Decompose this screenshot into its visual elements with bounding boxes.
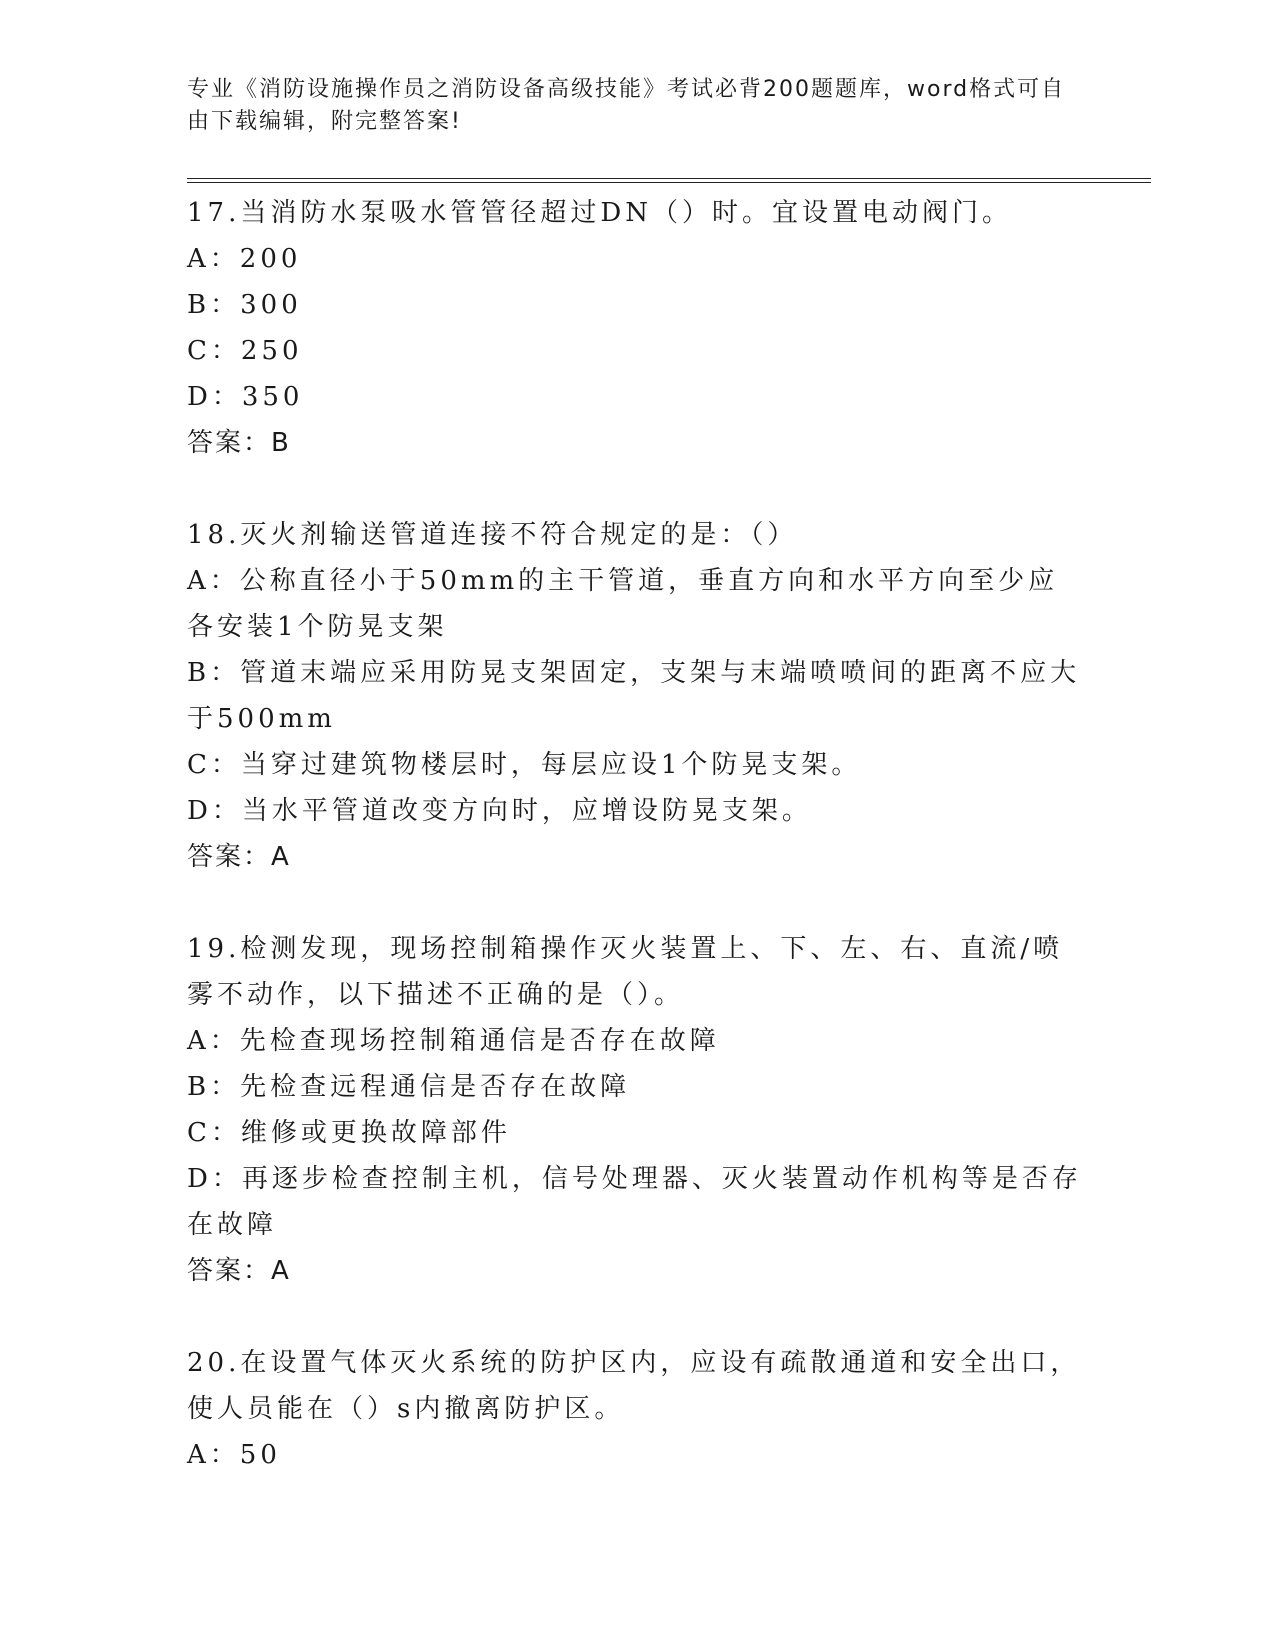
question-list [187, 190, 1087, 1524]
option-c: C：当穿过建筑物楼层时，每层应设1个防晃支架。 [187, 750, 862, 780]
header-divider-top [187, 178, 1151, 179]
option-c: C：250 [187, 336, 303, 366]
question-stem: 20.在设置气体灭火系统的防护区内，应设有疏散通道和安全出口，使人员能在（）s内撤离防护区。 [187, 1348, 1081, 1424]
option-d: D：350 [187, 382, 304, 412]
question-17 [187, 190, 1087, 466]
option-a: A：先检查现场控制箱通信是否存在故障 [187, 1026, 720, 1056]
option-a: A：50 [187, 1440, 281, 1470]
option-c: C：维修或更换故障部件 [187, 1118, 511, 1148]
question-stem: 17.当消防水泵吸水管管径超过DN（）时。宜设置电动阀门。 [187, 198, 1012, 228]
question-18 [187, 512, 1087, 880]
option-b: B：300 [187, 290, 302, 320]
answer-label: 答案：A [187, 1256, 291, 1286]
answer-label: 答案：A [187, 842, 291, 872]
option-d: D：再逐步检查控制主机，信号处理器、灭火装置动作机构等是否存在故障 [187, 1164, 1082, 1240]
option-a: A：200 [187, 244, 302, 274]
header-divider-bottom [187, 182, 1151, 183]
answer-label: 答案：B [187, 428, 291, 458]
option-b: B：先检查远程通信是否存在故障 [187, 1072, 631, 1102]
document-header: 专业《消防设施操作员之消防设备高级技能》考试必背200题题库，word格式可自由下载编辑，附完整答案! [187, 77, 1066, 134]
question-stem: 19.检测发现，现场控制箱操作灭火装置上、下、左、右、直流/喷雾不动作，以下描述不正确的是（）。 [187, 934, 1064, 1010]
question-20 [187, 1340, 1087, 1478]
option-d: D：当水平管道改变方向时，应增设防晃支架。 [187, 796, 812, 826]
question-19 [187, 926, 1087, 1294]
option-b: B：管道末端应采用防晃支架固定，支架与末端喷喷间的距离不应大于500mm [187, 658, 1081, 734]
option-a: A：公称直径小于50mm的主干管道，垂直方向和水平方向至少应各安装1个防晃支架 [187, 566, 1059, 642]
question-stem: 18.灭火剂输送管道连接不符合规定的是：（） [187, 520, 798, 550]
